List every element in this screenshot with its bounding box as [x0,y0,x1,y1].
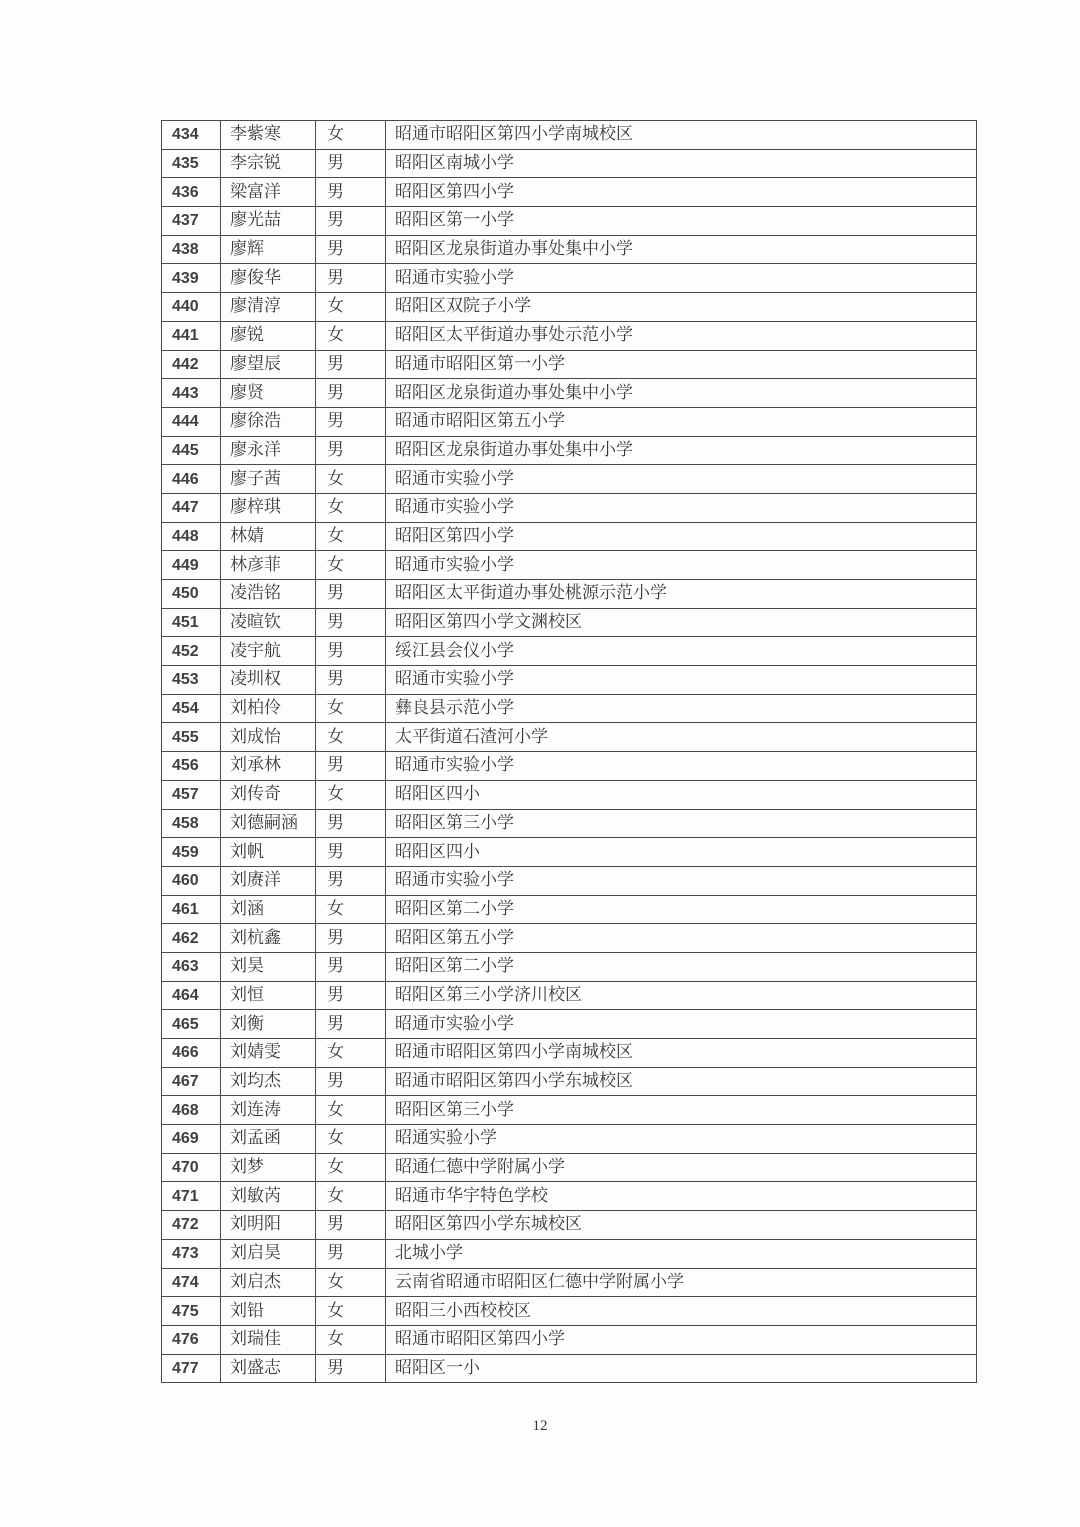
row-number-cell: 470 [162,1153,221,1182]
table-row [162,924,977,953]
school-name-cell: 昭阳区太平街道办事处桃源示范小学 [386,580,977,609]
student-name-cell: 刘杭鑫 [221,924,316,953]
table-row [162,608,977,637]
student-name-cell: 刘恒 [221,981,316,1010]
school-name-cell: 昭阳区一小 [386,1354,977,1383]
gender-cell: 男 [316,752,386,781]
student-list-table [161,120,977,1383]
school-name-cell: 昭通市实验小学 [386,752,977,781]
table-row [162,580,977,609]
school-name-cell: 昭阳区第二小学 [386,895,977,924]
student-name-cell: 刘孟函 [221,1125,316,1154]
table-row [162,1354,977,1383]
student-name-cell: 廖永洋 [221,436,316,465]
student-name-cell: 刘启昊 [221,1239,316,1268]
school-name-cell: 昭阳区第一小学 [386,207,977,236]
row-number-cell: 444 [162,407,221,436]
table-row [162,551,977,580]
table-row [162,321,977,350]
table-row [162,493,977,522]
student-name-cell: 刘德嗣涵 [221,809,316,838]
student-name-cell: 刘盛志 [221,1354,316,1383]
table-row [162,1153,977,1182]
school-name-cell: 昭通市昭阳区第四小学东城校区 [386,1067,977,1096]
school-name-cell: 昭通市昭阳区第四小学 [386,1325,977,1354]
table-row [162,1125,977,1154]
table-row [162,666,977,695]
row-number-cell: 464 [162,981,221,1010]
table-row [162,1182,977,1211]
table-row [162,235,977,264]
table-row [162,637,977,666]
school-name-cell: 太平街道石渣河小学 [386,723,977,752]
gender-cell: 男 [316,407,386,436]
student-name-cell: 凌浩铭 [221,580,316,609]
table-row [162,178,977,207]
row-number-cell: 458 [162,809,221,838]
school-name-cell: 彝良县示范小学 [386,694,977,723]
row-number-cell: 436 [162,178,221,207]
gender-cell: 男 [316,838,386,867]
gender-cell: 女 [316,1125,386,1154]
row-number-cell: 473 [162,1239,221,1268]
school-name-cell: 昭阳区第三小学济川校区 [386,981,977,1010]
row-number-cell: 455 [162,723,221,752]
table-row [162,379,977,408]
gender-cell: 男 [316,809,386,838]
student-name-cell: 刘明阳 [221,1211,316,1240]
gender-cell: 男 [316,178,386,207]
table-row [162,895,977,924]
row-number-cell: 461 [162,895,221,924]
school-name-cell: 昭阳区四小 [386,780,977,809]
school-name-cell: 昭阳区太平街道办事处示范小学 [386,321,977,350]
school-name-cell: 昭阳区第二小学 [386,952,977,981]
row-number-cell: 434 [162,121,221,150]
gender-cell: 女 [316,522,386,551]
row-number-cell: 468 [162,1096,221,1125]
table-row [162,465,977,494]
gender-cell: 女 [316,493,386,522]
student-name-cell: 凌暄钦 [221,608,316,637]
row-number-cell: 447 [162,493,221,522]
gender-cell: 男 [316,350,386,379]
school-name-cell: 昭通市昭阳区第四小学南城校区 [386,121,977,150]
student-name-cell: 廖望辰 [221,350,316,379]
student-name-cell: 廖徐浩 [221,407,316,436]
table-row [162,1297,977,1326]
table-row [162,694,977,723]
table-row [162,1325,977,1354]
row-number-cell: 450 [162,580,221,609]
gender-cell: 男 [316,207,386,236]
student-name-cell: 廖贤 [221,379,316,408]
school-name-cell: 昭通市昭阳区第四小学南城校区 [386,1039,977,1068]
student-name-cell: 廖辉 [221,235,316,264]
row-number-cell: 453 [162,666,221,695]
student-name-cell: 刘赓洋 [221,866,316,895]
school-name-cell: 昭通市实验小学 [386,1010,977,1039]
student-name-cell: 刘均杰 [221,1067,316,1096]
student-name-cell: 刘涵 [221,895,316,924]
table-row [162,522,977,551]
student-name-cell: 李紫寒 [221,121,316,150]
row-number-cell: 467 [162,1067,221,1096]
row-number-cell: 440 [162,293,221,322]
row-number-cell: 456 [162,752,221,781]
school-name-cell: 昭通实验小学 [386,1125,977,1154]
row-number-cell: 441 [162,321,221,350]
school-name-cell: 昭阳区第四小学文渊校区 [386,608,977,637]
gender-cell: 女 [316,551,386,580]
student-name-cell: 廖清淳 [221,293,316,322]
row-number-cell: 476 [162,1325,221,1354]
school-name-cell: 昭阳区第五小学 [386,924,977,953]
school-name-cell: 昭通市实验小学 [386,493,977,522]
gender-cell: 男 [316,1010,386,1039]
student-name-cell: 廖光喆 [221,207,316,236]
row-number-cell: 449 [162,551,221,580]
gender-cell: 女 [316,1153,386,1182]
gender-cell: 男 [316,580,386,609]
table-row [162,723,977,752]
gender-cell: 女 [316,1325,386,1354]
table-row [162,1010,977,1039]
row-number-cell: 446 [162,465,221,494]
school-name-cell: 昭通市实验小学 [386,866,977,895]
table-row [162,264,977,293]
school-name-cell: 昭阳三小西校校区 [386,1297,977,1326]
school-name-cell: 昭阳区龙泉街道办事处集中小学 [386,436,977,465]
gender-cell: 男 [316,1239,386,1268]
student-name-cell: 刘连涛 [221,1096,316,1125]
gender-cell: 男 [316,666,386,695]
school-name-cell: 昭阳区四小 [386,838,977,867]
table-row [162,1039,977,1068]
school-name-cell: 昭通市实验小学 [386,264,977,293]
gender-cell: 女 [316,1182,386,1211]
table-row [162,952,977,981]
school-name-cell: 昭通市昭阳区第五小学 [386,407,977,436]
table-row [162,981,977,1010]
gender-cell: 男 [316,1067,386,1096]
student-name-cell: 林彦菲 [221,551,316,580]
gender-cell: 男 [316,1354,386,1383]
gender-cell: 女 [316,121,386,150]
row-number-cell: 457 [162,780,221,809]
student-name-cell: 刘传奇 [221,780,316,809]
table-row [162,752,977,781]
row-number-cell: 462 [162,924,221,953]
row-number-cell: 472 [162,1211,221,1240]
gender-cell: 女 [316,694,386,723]
row-number-cell: 439 [162,264,221,293]
school-name-cell: 昭阳区第四小学 [386,522,977,551]
school-name-cell: 昭通市华宇特色学校 [386,1182,977,1211]
student-name-cell: 刘昊 [221,952,316,981]
table-row [162,780,977,809]
table-row [162,1211,977,1240]
row-number-cell: 448 [162,522,221,551]
table-row [162,121,977,150]
school-name-cell: 昭阳区双院子小学 [386,293,977,322]
row-number-cell: 442 [162,350,221,379]
school-name-cell: 昭通仁德中学附属小学 [386,1153,977,1182]
school-name-cell: 云南省昭通市昭阳区仁德中学附属小学 [386,1268,977,1297]
student-name-cell: 刘承林 [221,752,316,781]
gender-cell: 女 [316,780,386,809]
table-row [162,407,977,436]
row-number-cell: 435 [162,149,221,178]
table-body [162,121,977,1383]
student-name-cell: 梁富洋 [221,178,316,207]
row-number-cell: 469 [162,1125,221,1154]
table-row [162,1268,977,1297]
gender-cell: 女 [316,465,386,494]
gender-cell: 男 [316,235,386,264]
row-number-cell: 445 [162,436,221,465]
student-name-cell: 刘敏芮 [221,1182,316,1211]
page-number: 12 [532,1418,548,1434]
school-name-cell: 昭阳区第三小学 [386,1096,977,1125]
school-name-cell: 昭阳区南城小学 [386,149,977,178]
gender-cell: 女 [316,321,386,350]
student-name-cell: 廖俊华 [221,264,316,293]
gender-cell: 女 [316,1268,386,1297]
student-name-cell: 刘婧雯 [221,1039,316,1068]
student-name-cell: 刘成怡 [221,723,316,752]
student-name-cell: 林婧 [221,522,316,551]
gender-cell: 女 [316,723,386,752]
gender-cell: 男 [316,1211,386,1240]
row-number-cell: 474 [162,1268,221,1297]
table-row [162,436,977,465]
school-name-cell: 昭通市实验小学 [386,551,977,580]
school-name-cell: 昭阳区龙泉街道办事处集中小学 [386,379,977,408]
gender-cell: 男 [316,924,386,953]
table-row [162,809,977,838]
student-name-cell: 刘梦 [221,1153,316,1182]
gender-cell: 男 [316,436,386,465]
row-number-cell: 463 [162,952,221,981]
row-number-cell: 452 [162,637,221,666]
row-number-cell: 466 [162,1039,221,1068]
row-number-cell: 438 [162,235,221,264]
school-name-cell: 绥江县会仪小学 [386,637,977,666]
table-row [162,293,977,322]
school-name-cell: 昭通市实验小学 [386,666,977,695]
student-name-cell: 李宗锐 [221,149,316,178]
gender-cell: 男 [316,149,386,178]
gender-cell: 女 [316,1039,386,1068]
gender-cell: 女 [316,895,386,924]
school-name-cell: 北城小学 [386,1239,977,1268]
table-row [162,1239,977,1268]
gender-cell: 女 [316,1096,386,1125]
table-row [162,838,977,867]
school-name-cell: 昭阳区龙泉街道办事处集中小学 [386,235,977,264]
student-name-cell: 廖梓琪 [221,493,316,522]
school-name-cell: 昭通市昭阳区第一小学 [386,350,977,379]
student-name-cell: 廖子茜 [221,465,316,494]
table-row [162,1067,977,1096]
school-name-cell: 昭通市实验小学 [386,465,977,494]
student-name-cell: 凌圳权 [221,666,316,695]
student-name-cell: 凌宇航 [221,637,316,666]
gender-cell: 男 [316,608,386,637]
row-number-cell: 477 [162,1354,221,1383]
row-number-cell: 451 [162,608,221,637]
student-name-cell: 刘柏伶 [221,694,316,723]
student-name-cell: 刘衡 [221,1010,316,1039]
student-name-cell: 刘启杰 [221,1268,316,1297]
row-number-cell: 459 [162,838,221,867]
gender-cell: 男 [316,866,386,895]
gender-cell: 女 [316,293,386,322]
row-number-cell: 437 [162,207,221,236]
gender-cell: 男 [316,264,386,293]
table-row [162,1096,977,1125]
student-name-cell: 刘帆 [221,838,316,867]
student-name-cell: 刘瑞佳 [221,1325,316,1354]
row-number-cell: 475 [162,1297,221,1326]
table-row [162,866,977,895]
row-number-cell: 460 [162,866,221,895]
gender-cell: 女 [316,1297,386,1326]
table-row [162,207,977,236]
gender-cell: 男 [316,637,386,666]
gender-cell: 男 [316,379,386,408]
school-name-cell: 昭阳区第四小学东城校区 [386,1211,977,1240]
row-number-cell: 465 [162,1010,221,1039]
gender-cell: 男 [316,981,386,1010]
table-row [162,149,977,178]
gender-cell: 男 [316,952,386,981]
school-name-cell: 昭阳区第四小学 [386,178,977,207]
row-number-cell: 443 [162,379,221,408]
school-name-cell: 昭阳区第三小学 [386,809,977,838]
table-row [162,350,977,379]
row-number-cell: 454 [162,694,221,723]
student-name-cell: 刘铅 [221,1297,316,1326]
student-name-cell: 廖锐 [221,321,316,350]
row-number-cell: 471 [162,1182,221,1211]
